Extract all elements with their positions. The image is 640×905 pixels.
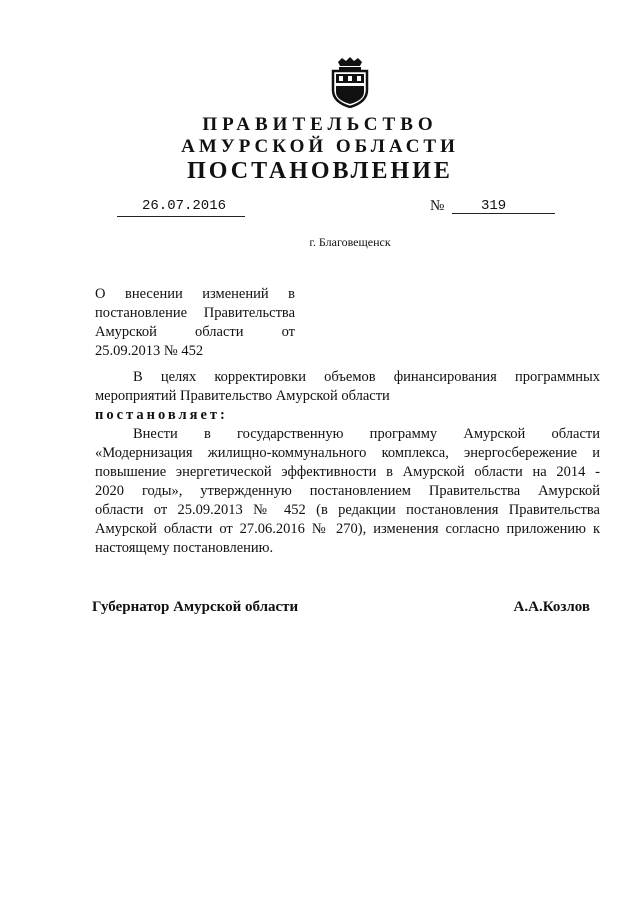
government-title-line2: АМУРСКОЙ ОБЛАСТИ — [181, 136, 459, 157]
body-line: Амурской области от 27.06.2016 № 270), изменения согласно приложению к — [95, 521, 600, 537]
body-line: В целях корректировки объемов финансирования программных — [133, 369, 600, 385]
document-subject — [95, 285, 295, 361]
subject-line: 25.09.2013 № 452 — [95, 343, 204, 359]
government-title-line1: ПРАВИТЕЛЬСТВО — [202, 114, 438, 135]
number-underline — [452, 213, 555, 214]
body-line: «Модернизация жилищно-коммунального комплекса, энергосбережение и — [95, 445, 600, 461]
decree-word: постановляет: — [95, 407, 228, 423]
number-sign: № — [430, 198, 445, 214]
subject-line: О внесении изменений в — [95, 286, 295, 302]
body-line: повышение энергетической эффективности в Амурской области на 2014 - — [95, 464, 600, 480]
subject-line: постановление Правительства — [95, 305, 295, 321]
signatory-name: А.А.Козлов — [513, 599, 590, 615]
document-city: г. Благовещенск — [309, 235, 391, 249]
document-type-title: ПОСТАНОВЛЕНИЕ — [187, 158, 453, 184]
date-underline — [117, 216, 245, 217]
body-line: 2020 годы», утвержденную постановлением Правительства Амурской — [95, 483, 600, 499]
coat-of-arms-icon — [330, 56, 370, 108]
body-line: Внести в государственную программу Амурской области — [133, 426, 600, 442]
document-date: 26.07.2016 — [142, 198, 227, 214]
document-body — [95, 368, 600, 558]
body-line: настоящему постановлению. — [95, 540, 274, 556]
subject-line: Амурской области от — [95, 324, 295, 340]
body-line: области от 25.09.2013 № 452 (в редакции постановления Правительства — [95, 502, 600, 518]
body-line: мероприятий Правительство Амурской области — [95, 388, 390, 404]
document-number: 319 — [481, 198, 507, 214]
signatory-position: Губернатор Амурской области — [92, 599, 299, 615]
